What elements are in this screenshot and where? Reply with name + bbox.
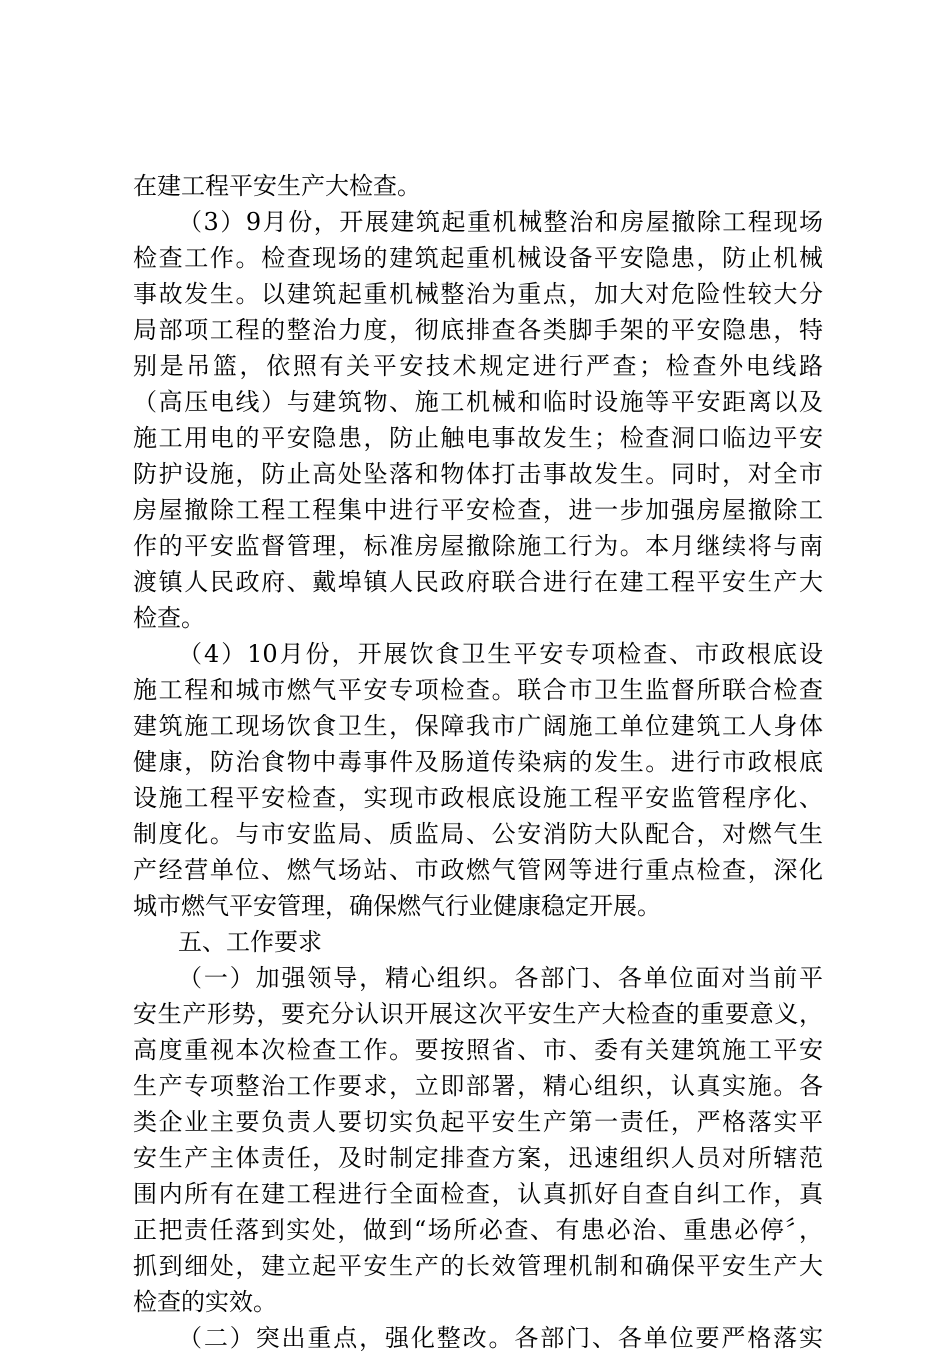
text-line: 生产专项整治工作要求，立即部署，精心组织，认真实施。各	[133, 1072, 823, 1100]
text-line: 围内所有在建工程进行全面检查，认真抓好自查自纠工作，真	[133, 1180, 823, 1208]
text-line: 产经营单位、燃气场站、市政燃气管网等进行重点检查，深化	[133, 856, 823, 884]
text-line: 正把责任落到实处，做到“场所必查、有患必治、重患必停〞，	[133, 1216, 823, 1244]
text-line: 建筑施工现场饮食卫生，保障我市广阔施工单位建筑工人身体	[133, 712, 823, 740]
text-line: 检查工作。检查现场的建筑起重机械设备平安隐患，防止机械	[133, 244, 823, 272]
text-line: 防护设施，防止高处坠落和物体打击事故发生。同时，对全市	[133, 460, 823, 488]
paragraph-line: （3）9月份，开展建筑起重机械整治和房屋撤除工程现场	[178, 208, 823, 236]
paragraph-line: （二）突出重点，强化整改。各部门、各单位要严格落实	[178, 1324, 823, 1352]
text-line: 城市燃气平安管理，确保燃气行业健康稳定开展。	[133, 892, 661, 920]
text-line: 高度重视本次检查工作。要按照省、市、委有关建筑施工平安	[133, 1036, 823, 1064]
text-line: 别是吊篮，依照有关平安技术规定进行严查；检查外电线路	[133, 352, 823, 380]
text-line: 施工用电的平安隐患，防止触电事故发生；检查洞口临边平安	[133, 424, 823, 452]
text-line: 房屋撤除工程工程集中进行平安检查，进一步加强房屋撤除工	[133, 496, 823, 524]
text-line: 抓到细处，建立起平安生产的长效管理机制和确保平安生产大	[133, 1252, 823, 1280]
text-line: 局部项工程的整治力度，彻底排查各类脚手架的平安隐患，特	[133, 316, 823, 344]
text-line: 检查。	[133, 604, 205, 632]
text-line: 事故发生。以建筑起重机械整治为重点，加大对危险性较大分	[133, 280, 823, 308]
text-line: 渡镇人民政府、戴埠镇人民政府联合进行在建工程平安生产大	[133, 568, 823, 596]
text-line: 在建工程平安生产大检查。	[133, 172, 421, 200]
section-heading: 五、工作要求	[178, 928, 322, 956]
paragraph-line: （一）加强领导，精心组织。各部门、各单位面对当前平	[178, 964, 823, 992]
text-line: （高压电线）与建筑物、施工机械和临时设施等平安距离以及	[133, 388, 823, 416]
text-line: 安生产主体责任，及时制定排查方案，迅速组织人员对所辖范	[133, 1144, 823, 1172]
text-line: 安生产形势，要充分认识开展这次平安生产大检查的重要意义，	[133, 1000, 823, 1028]
text-line: 设施工程平安检查，实现市政根底设施工程平安监管程序化、	[133, 784, 823, 812]
paragraph-line: （4）10月份，开展饮食卫生平安专项检查、市政根底设	[178, 640, 823, 668]
text-line: 施工程和城市燃气平安专项检查。联合市卫生监督所联合检查	[133, 676, 823, 704]
text-line: 作的平安监督管理，标准房屋撤除施工行为。本月继续将与南	[133, 532, 823, 560]
text-line: 检查的实效。	[133, 1288, 277, 1316]
text-line: 类企业主要负责人要切实负起平安生产第一责任，严格落实平	[133, 1108, 823, 1136]
text-line: 健康，防治食物中毒事件及肠道传染病的发生。进行市政根底	[133, 748, 823, 776]
text-line: 制度化。与市安监局、质监局、公安消防大队配合，对燃气生	[133, 820, 823, 848]
